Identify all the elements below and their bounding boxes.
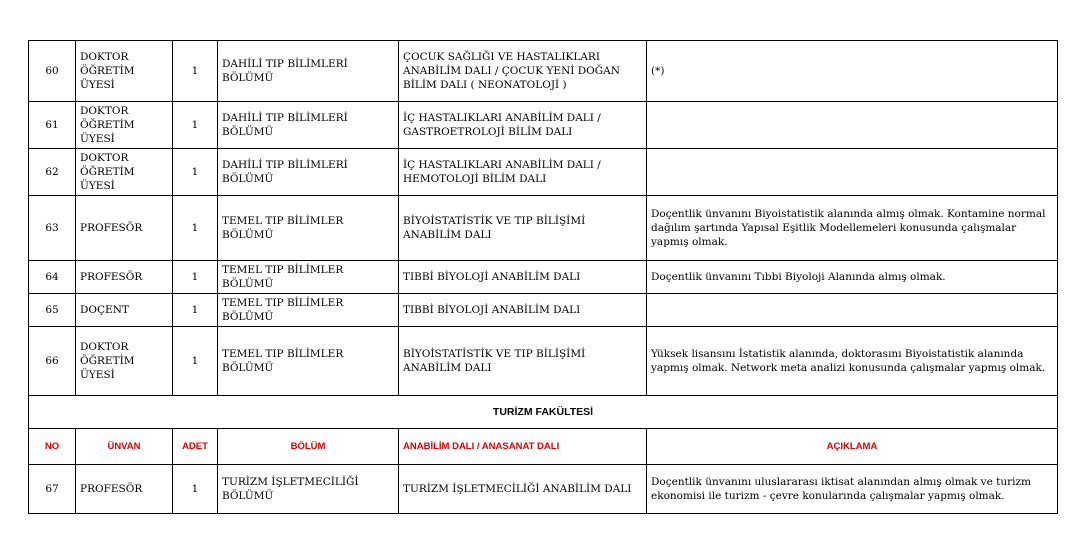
table-row [29,294,1058,327]
row-count: 1 [173,102,218,149]
row-description [647,149,1058,196]
header-description: AÇIKLAMA [647,429,1058,465]
header-department: BÖLÜM [218,429,399,465]
row-description [647,294,1058,327]
row-department: TEMEL TIP BİLİMLER BÖLÜMÜ [218,261,399,294]
row-division: BİYOİSTATİSTİK VE TIP BİLİŞİMİ ANABİLİM DALI [399,196,647,261]
row-department: TEMEL TIP BİLİMLER BÖLÜMÜ [218,327,399,396]
row-division: TIBBİ BİYOLOJİ ANABİLİM DALI [399,261,647,294]
row-no: 60 [29,41,76,102]
header-division: ANABİLİM DALI / ANASANAT DALI [399,429,647,465]
table-row [29,327,1058,396]
row-description: Doçentlik ünvanını Tıbbi Biyoloji Alanında almış olmak. [647,261,1058,294]
table-row [29,41,1058,102]
row-title: DOKTOR ÖĞRETİM ÜYESİ [76,41,173,102]
row-division: BİYOİSTATİSTİK VE TIP BİLİŞİMİ ANABİLİM DALI [399,327,647,396]
row-description: Doçentlik ünvanını uluslararası iktisat alanından almış olmak ve turizm ekonomisi ile turizm - çevre konularında çalışmalar yapmış olmak. [647,465,1058,514]
table-row [29,196,1058,261]
header-no: NO [29,429,76,465]
row-title: DOKTOR ÖĞRETİM ÜYESİ [76,102,173,149]
table-row [29,465,1058,514]
row-count: 1 [173,294,218,327]
table-row [29,149,1058,196]
row-title: PROFESÖR [76,261,173,294]
row-count: 1 [173,327,218,396]
row-no: 61 [29,102,76,149]
staff-table [28,40,1058,514]
row-no: 66 [29,327,76,396]
row-division: TURİZM İŞLETMECİLİĞİ ANABİLİM DALI [399,465,647,514]
row-department: TURİZM İŞLETMECİLİĞİ BÖLÜMÜ [218,465,399,514]
row-no: 65 [29,294,76,327]
row-title: PROFESÖR [76,196,173,261]
row-count: 1 [173,465,218,514]
row-description [647,102,1058,149]
row-title: DOÇENT [76,294,173,327]
row-department: DAHİLİ TIP BİLİMLERİ BÖLÜMÜ [218,41,399,102]
row-department: DAHİLİ TIP BİLİMLERİ BÖLÜMÜ [218,102,399,149]
row-title: PROFESÖR [76,465,173,514]
row-department: TEMEL TIP BİLİMLER BÖLÜMÜ [218,294,399,327]
table-row [29,102,1058,149]
row-description: Yüksek lisansını İstatistik alanında, doktorasını Biyoistatistik alanında yapmış olmak. Network meta analizi konusunda çalışmalar yapmış olmak. [647,327,1058,396]
section-title: TURİZM FAKÜLTESİ [29,396,1058,429]
row-title: DOKTOR ÖĞRETİM ÜYESİ [76,149,173,196]
header-title: ÜNVAN [76,429,173,465]
header-count: ADET [173,429,218,465]
row-description: (*) [647,41,1058,102]
row-department: TEMEL TIP BİLİMLER BÖLÜMÜ [218,196,399,261]
row-division: ÇOCUK SAĞLIĞI VE HASTALIKLARI ANABİLİM DALI / ÇOCUK YENİ DOĞAN BİLİM DALI ( NEONATOLOJİ ) [399,41,647,102]
row-department: DAHİLİ TIP BİLİMLERİ BÖLÜMÜ [218,149,399,196]
row-count: 1 [173,196,218,261]
row-division: TIBBİ BİYOLOJİ ANABİLİM DALI [399,294,647,327]
row-division: İÇ HASTALIKLARI ANABİLİM DALI / GASTROETROLOJİ BİLİM DALI [399,102,647,149]
section-row [29,396,1058,429]
table-row [29,261,1058,294]
row-no: 63 [29,196,76,261]
row-no: 62 [29,149,76,196]
header-row [29,429,1058,465]
row-division: İÇ HASTALIKLARI ANABİLİM DALI / HEMOTOLOJİ BİLİM DALI [399,149,647,196]
row-no: 67 [29,465,76,514]
row-count: 1 [173,261,218,294]
row-count: 1 [173,41,218,102]
row-description: Doçentlik ünvanını Biyoistatistik alanında almış olmak. Kontamine normal dağılım şartında Yapısal Eşitlik Modellemeleri konusunda çalışmalar yapmış olmak. [647,196,1058,261]
row-title: DOKTOR ÖĞRETİM ÜYESİ [76,327,173,396]
row-count: 1 [173,149,218,196]
row-no: 64 [29,261,76,294]
